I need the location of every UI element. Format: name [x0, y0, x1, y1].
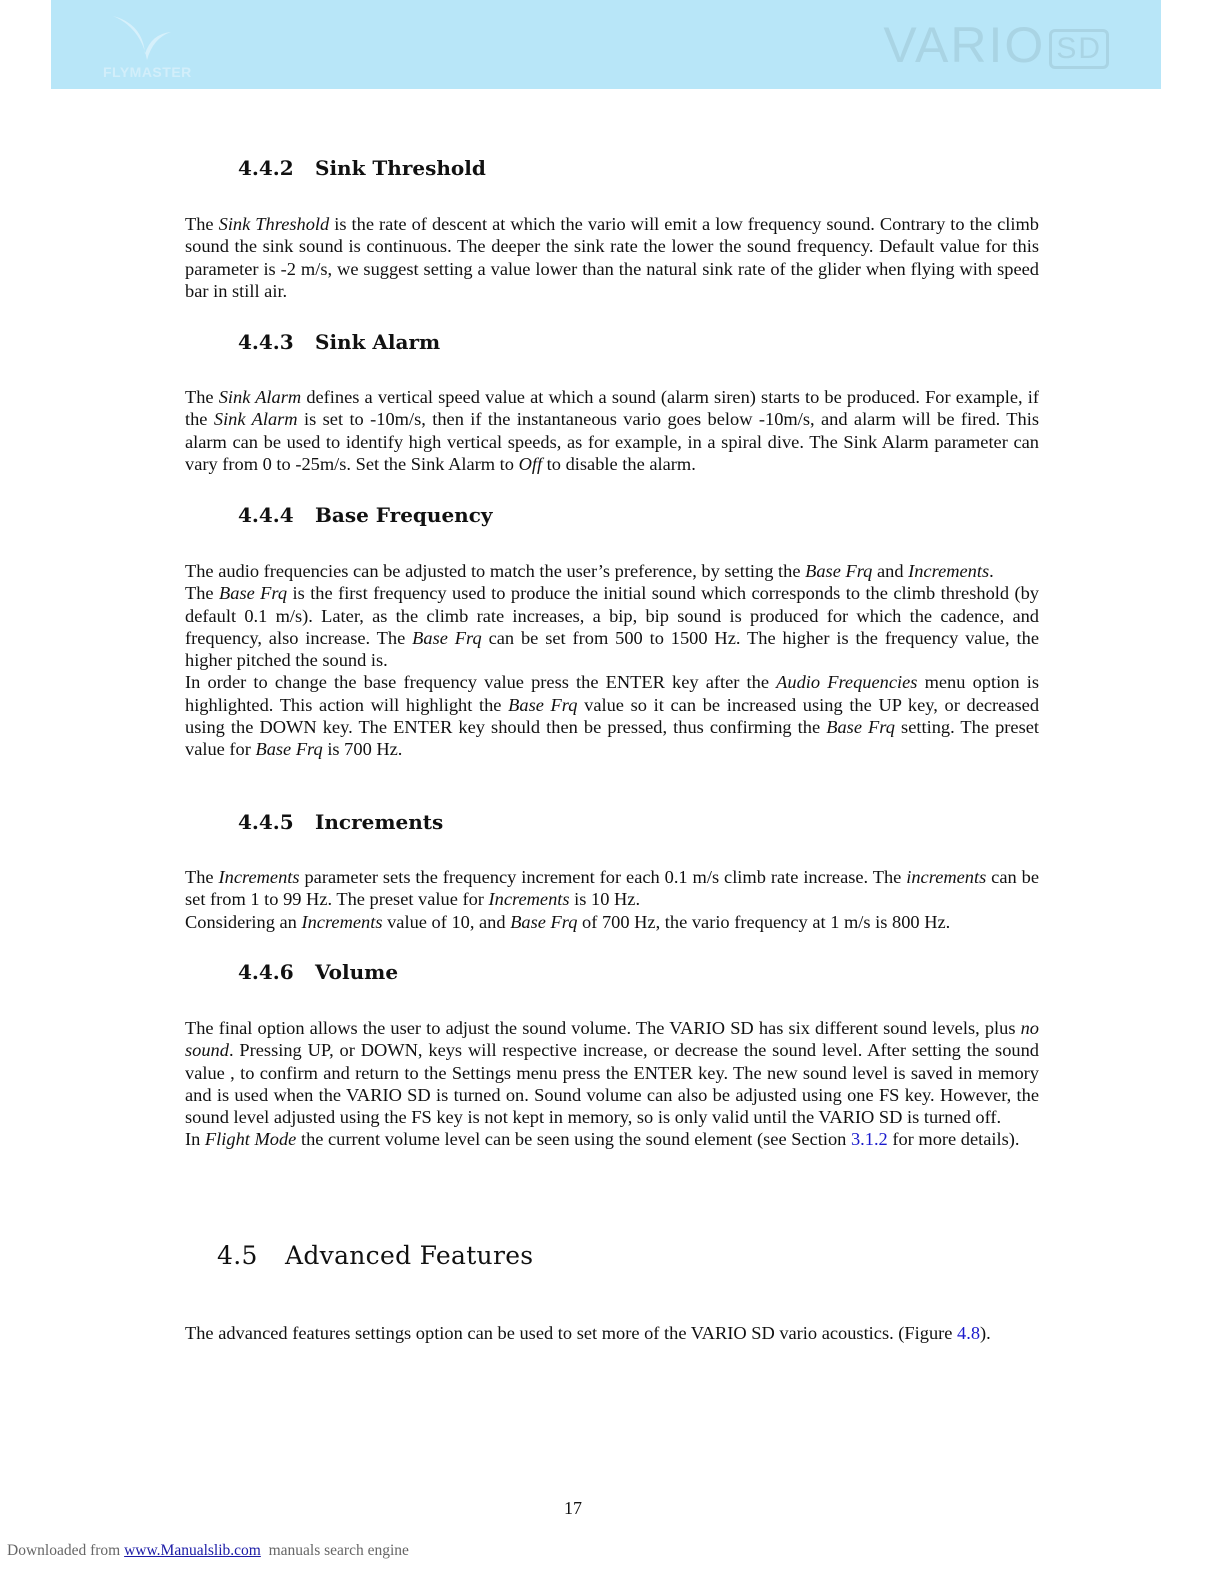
footer-suffix: manuals search engine [260, 1542, 409, 1559]
text-run: and [872, 561, 909, 581]
glider-icon [103, 14, 173, 64]
text-run: of 700 Hz, the vario frequency at 1 m/s is 800 Hz. [577, 911, 951, 932]
text-run: value so it can be increased using the UP key, or decreased using the DOWN key. The ENTER key should then be pressed, thus confirming the [185, 694, 1040, 738]
emphasis-text: no sound [185, 1018, 1039, 1061]
section-body [185, 1322, 1039, 1344]
section-heading [217, 1241, 533, 1270]
emphasis-text: Audio Frequencies [776, 672, 918, 693]
paragraph [185, 386, 1039, 475]
section-title: Volume [315, 960, 399, 984]
section-number: 4.4.3 [238, 330, 294, 354]
emphasis-text: Base Frq [508, 694, 578, 715]
text-run: The [185, 387, 219, 407]
page-number: 17 [564, 1498, 582, 1518]
emphasis-text: Base Frq [219, 583, 288, 604]
manualslib-link[interactable]: www.Manualslib.com [124, 1542, 261, 1559]
text-run: The audio frequencies can be adjusted to match the user’s preference, by setting the [185, 561, 806, 581]
section-number: 4.4.6 [238, 960, 294, 984]
emphasis-text: Sink Alarm [213, 409, 298, 430]
text-run: The [185, 214, 219, 234]
emphasis-text: Base Frq [255, 739, 323, 760]
section-heading [238, 810, 443, 834]
text-run: defines a vertical speed value at which a sound (alarm siren) starts to be produced. For example, if the [185, 387, 1040, 430]
footer [7, 1542, 409, 1560]
emphasis-text: Increments [218, 867, 300, 887]
text-run: . Pressing UP, or DOWN, keys will respective increase, or decrease the sound level. After setting the sound value , to confirm and return to the Settings menu press the ENTER key. The new sound level is saved in memory and is used when the VARIO SD is turned on. Sound volume can also be adjusted using one FS key. However, the sound level adjusted using the FS key is not kept in memory, so is only valid until the VARIO SD is turned off. [185, 1040, 1039, 1128]
emphasis-text: Increments [488, 889, 570, 910]
text-run: menu option is highlighted. This action will highlight the [185, 672, 1039, 715]
brand-right: VARIO [883, 17, 1046, 73]
text-run: is 10 Hz. [569, 889, 641, 910]
paragraph [185, 560, 1039, 582]
section-title: Increments [315, 810, 444, 834]
emphasis-text: Flight Mode [204, 1129, 297, 1150]
section-number: 4.5 [217, 1241, 258, 1270]
text-run: The final option allows the user to adjust the sound volume. The VARIO SD has six different sound levels, plus [185, 1018, 1021, 1038]
emphasis-text: Sink Threshold [218, 214, 330, 234]
paragraph [185, 213, 1039, 302]
header-banner [51, 0, 1161, 89]
flymaster-logo [103, 14, 213, 80]
brand-left: FLYMASTER [103, 64, 192, 80]
footer-prefix: Downloaded from [7, 1542, 125, 1559]
text-run: is the first frequency used to produce the initial sound which corresponds to the climb threshold (by default 0.1 m/s). Later, as the climb rate increases, a bip, bip sound is produced for which the cadence, and frequency, also increase. The [185, 583, 1040, 648]
paragraph [185, 582, 1039, 671]
cross-reference-link[interactable]: 3.1.2 [850, 1129, 888, 1150]
paragraph [185, 671, 1039, 760]
emphasis-text: Sink Alarm [218, 387, 302, 407]
section-heading [238, 156, 486, 180]
paragraph [185, 866, 1039, 911]
section-body [185, 386, 1039, 475]
paragraph [185, 1017, 1039, 1128]
text-run: The [185, 867, 219, 887]
emphasis-text: Base Frq [510, 911, 578, 932]
text-run: is the rate of descent at which the vario will emit a low frequency sound. Contrary to the climb sound the sink sound is continuous. The deeper the sink rate the lower the sound frequency. Default value for this parameter is -2 m/s, we suggest setting a value lower than the natural sink rate of the glider when flying with speed bar in still air. [185, 214, 1039, 301]
text-run: In [185, 1129, 205, 1150]
section-title: Sink Threshold [315, 156, 486, 180]
cross-reference-link[interactable]: 4.8 [957, 1323, 981, 1343]
vario-sd-logo [883, 17, 1109, 73]
emphasis-text: Off [518, 453, 543, 474]
emphasis-text: Base Frq [826, 717, 895, 738]
text-run: In order to change the base frequency value press the ENTER key after the [185, 672, 777, 693]
section-body [185, 866, 1039, 933]
text-run: setting. The preset value for [185, 717, 1039, 760]
text-run: parameter sets the frequency increment for each 0.1 m/s climb rate increase. The [299, 867, 907, 887]
text-run: ). [980, 1323, 991, 1343]
text-run: Considering an [185, 911, 302, 932]
emphasis-text: Increments [908, 561, 990, 581]
text-run: value of 10, and [382, 911, 511, 932]
emphasis-text: Base Frq [412, 627, 482, 648]
text-run: The [185, 583, 220, 604]
brand-badge: SD [1049, 29, 1109, 69]
emphasis-text: Increments [301, 911, 383, 932]
text-run: is set to -10m/s, then if the instantaneous vario goes below -10m/s, and alarm will be fired. This alarm can be used to identify high vertical speeds, as for example, in a spiral dive. The Sink Alarm parameter can vary from 0 to -25m/s. Set the Sink Alarm to [185, 409, 1039, 474]
section-heading [238, 330, 440, 354]
text-run: The advanced features settings option can be used to set more of the VARIO SD vario acoustics. (Figure [185, 1323, 958, 1343]
emphasis-text: increments [906, 867, 987, 887]
section-body [185, 560, 1039, 761]
section-title: Sink Alarm [315, 330, 441, 354]
text-run: . [989, 561, 994, 581]
section-number: 4.4.5 [238, 810, 294, 834]
section-body [185, 1017, 1039, 1151]
section-number: 4.4.2 [238, 156, 294, 180]
text-run: to disable the alarm. [542, 453, 696, 474]
section-title: Advanced Features [285, 1241, 534, 1270]
paragraph [185, 1322, 1039, 1344]
text-run: is 700 Hz. [322, 739, 403, 760]
section-body [185, 213, 1039, 302]
section-number: 4.4.4 [238, 503, 294, 527]
text-run: the current volume level can be seen using the sound element (see Section [296, 1129, 851, 1150]
text-run: for more details). [887, 1129, 1020, 1150]
text-run: can be set from 500 to 1500 Hz. The higher is the frequency value, the higher pitched the sound is. [185, 627, 1040, 671]
paragraph [185, 1128, 1039, 1150]
section-title: Base Frequency [315, 503, 493, 527]
section-heading [238, 503, 493, 527]
paragraph [185, 911, 1039, 933]
emphasis-text: Base Frq [805, 561, 873, 581]
section-heading [238, 960, 398, 984]
text-run: can be set from 1 to 99 Hz. The preset value for [185, 867, 1039, 910]
